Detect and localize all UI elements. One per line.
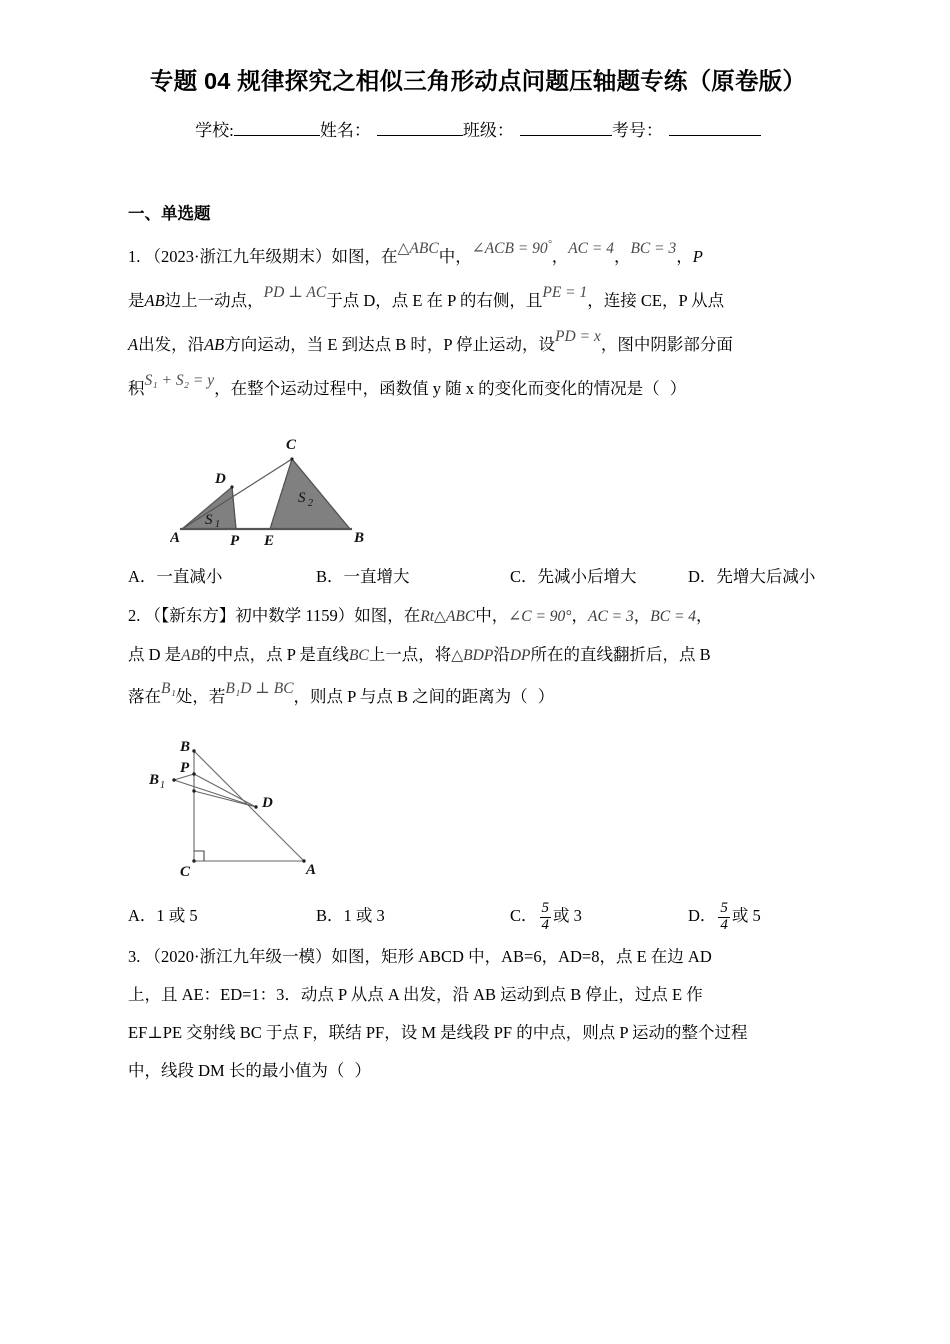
q1-text-3: ， xyxy=(613,247,631,267)
q1-text-4: ， xyxy=(676,247,693,267)
point-b1-dot xyxy=(172,778,175,781)
right-angle-mark-c xyxy=(194,851,204,861)
q1-point-a: A xyxy=(128,335,139,355)
exam-id-blank[interactable] xyxy=(669,135,761,136)
q1-text-5: 是 xyxy=(128,291,145,311)
figure-1-svg xyxy=(170,427,430,549)
option-2-d[interactable] xyxy=(688,894,761,938)
question-1-line3 xyxy=(128,323,828,367)
option-1-a-key: A． xyxy=(128,567,157,587)
option-2-d-denominator: 4 xyxy=(720,917,728,934)
question-2-number: 2. xyxy=(128,606,141,626)
q2-text-10: 落在 xyxy=(128,687,161,707)
question-3-line-4: 中，线段 DM 长的最小值为（ xyxy=(128,1061,345,1081)
option-2-d-value: 或 5 xyxy=(731,906,761,926)
question-1-line4 xyxy=(128,367,828,411)
q2-text-5: 点 D 是 xyxy=(128,645,182,665)
question-1 xyxy=(128,232,828,279)
question-3-line-1: （2020·浙江九年级一模）如图，矩形 ABCD 中，AB=6，AD=8，点 E 在边 AD xyxy=(144,947,712,967)
math-ac-3: AC = 3 xyxy=(587,608,634,626)
math-triangle-bdp: △BDP xyxy=(451,647,494,665)
option-2-c-numerator: 5 xyxy=(541,900,550,917)
option-1-c-value: 先减小后增大 xyxy=(537,567,637,587)
point-d-dot-2 xyxy=(254,805,257,808)
option-2-c-fraction xyxy=(540,901,552,934)
label-s1: S xyxy=(205,512,213,529)
option-2-b[interactable] xyxy=(316,894,510,938)
option-2-c[interactable] xyxy=(510,894,688,938)
name-blank[interactable] xyxy=(377,135,463,136)
question-2-options xyxy=(128,894,828,938)
math-angle-acb: ∠ACB = 90° xyxy=(471,239,552,258)
option-1-b[interactable] xyxy=(316,557,510,597)
q2-text-2: ， xyxy=(571,606,588,626)
class-label: 班级： xyxy=(462,121,514,140)
q1-text-10: 方向运动，当 E 到达点 B 时，P 停止运动，设 xyxy=(224,335,556,355)
segment-d-b1 xyxy=(174,780,256,807)
math-area-sum: S₁ + S₂ = y xyxy=(144,372,215,390)
option-2-d-numerator: 5 xyxy=(720,900,728,917)
option-1-d-key: D． xyxy=(688,567,717,587)
math-angle-c-90: ∠C = 90° xyxy=(508,608,572,626)
exam-id-label: 考号： xyxy=(611,121,663,140)
label-b-2: B xyxy=(180,739,191,756)
q2-text-9: 所在的直线翻折后，点 B xyxy=(530,645,711,665)
question-3-line-5: ） xyxy=(354,1061,371,1081)
q1-point-p: P xyxy=(692,247,703,267)
math-bc-3: BC = 3 xyxy=(630,240,677,258)
point-foot-dot xyxy=(192,789,195,792)
section-heading: 一、单选题 xyxy=(128,205,211,223)
q1-text-11: ，图中阴影部分面 xyxy=(600,335,733,355)
math-pe-1: PE = 1 xyxy=(542,284,588,302)
class-blank[interactable] xyxy=(520,135,612,136)
q2-text-6: 的中点，点 P 是直线 xyxy=(200,645,349,665)
question-1-source: （2023·浙江九年级期末）如图，在 xyxy=(144,247,398,267)
school-label: 学校: xyxy=(195,121,234,140)
point-d-dot xyxy=(230,486,233,489)
question-2-source: （【新东方】初中数学 1159）如图，在 xyxy=(144,606,421,626)
option-2-d-key: D． xyxy=(688,906,717,926)
label-s2-sub: 2 xyxy=(308,498,313,510)
option-1-d[interactable] xyxy=(688,557,815,597)
q2-text-8: 沿 xyxy=(493,645,510,665)
q2-text-1: 中， xyxy=(475,606,509,626)
identity-line xyxy=(128,118,828,144)
label-b: B xyxy=(354,530,365,547)
option-2-c-key: C． xyxy=(510,906,538,926)
q2-text-4: ， xyxy=(696,606,713,626)
question-3 xyxy=(128,938,828,976)
q2-text-13: ） xyxy=(537,687,555,707)
question-3-line-2: 上，且 AE：ED=1：3．动点 P 从点 A 出发，沿 AB 运动到点 B 停止，过点 E 作 xyxy=(128,985,703,1005)
option-2-a-key: A． xyxy=(128,906,157,926)
q1-text-8: ，连接 CE，P 从点 xyxy=(587,291,725,311)
option-2-c-value: 或 3 xyxy=(553,906,582,926)
math-bc-4: BC = 4 xyxy=(650,608,697,626)
q1-seg-ab: AB xyxy=(144,291,165,311)
q1-text-1: 中， xyxy=(438,247,472,267)
point-c-dot-2 xyxy=(192,859,195,862)
option-1-b-value: 一直增大 xyxy=(343,567,410,587)
math-b1: B₁ xyxy=(161,680,176,698)
figure-question-1 xyxy=(170,427,828,549)
math-b1d-perp-bc: B₁D ⊥ BC xyxy=(225,680,294,698)
page-title: 专题 04 规律探究之相似三角形动点问题压轴题专练（原卷版） xyxy=(149,68,807,94)
q1-text-2: ， xyxy=(551,247,569,267)
question-3-line4 xyxy=(128,1052,828,1090)
label-c: C xyxy=(286,437,297,454)
label-d: D xyxy=(215,471,226,488)
name-label: 姓名： xyxy=(319,121,371,140)
math-triangle-abc: △ABC xyxy=(397,240,439,258)
question-2 xyxy=(128,597,828,636)
label-s2: S xyxy=(298,490,306,507)
question-3-line2 xyxy=(128,976,828,1014)
point-c-dot xyxy=(290,458,293,461)
shaded-triangle-s2 xyxy=(270,459,350,529)
math-ac-4: AC = 4 xyxy=(568,240,614,258)
option-2-b-key: B． xyxy=(316,906,344,926)
q2-text-12: ，则点 P 与点 B 之间的距离为（ xyxy=(293,687,528,707)
math-dp: DP xyxy=(509,647,531,665)
label-a-2: A xyxy=(306,862,317,879)
q1-text-7: 于点 D，点 E 在 P 的右侧，且 xyxy=(326,291,543,311)
option-2-c-denominator: 4 xyxy=(541,917,550,934)
q1-text-14: ） xyxy=(669,379,687,399)
label-d-2: D xyxy=(262,795,273,812)
label-b1: B xyxy=(149,772,160,789)
option-2-d-fraction xyxy=(718,901,730,934)
option-1-b-key: B． xyxy=(316,567,344,587)
math-ab: AB xyxy=(181,647,201,665)
option-2-b-value: 1 或 3 xyxy=(343,906,385,926)
q1-seg-ab-2: AB xyxy=(204,335,225,355)
label-p-2: P xyxy=(180,760,190,777)
math-rt-triangle-abc: Rt△ABC xyxy=(420,608,476,626)
q1-text-6: 边上一动点， xyxy=(164,291,264,311)
option-1-a-value: 一直减小 xyxy=(156,567,223,587)
point-b-dot xyxy=(192,749,195,752)
q2-text-7: 上一点，将 xyxy=(368,645,452,665)
label-s1-sub: 1 xyxy=(215,519,220,531)
segment-d-foot xyxy=(194,791,256,807)
q1-text-9: 出发，沿 xyxy=(138,335,205,355)
school-blank[interactable] xyxy=(234,135,320,136)
q1-text-13: ，在整个运动过程中，函数值 y 随 x 的变化而变化的情况是（ xyxy=(214,379,660,399)
option-2-a-value: 1 或 5 xyxy=(156,906,198,926)
label-p: P xyxy=(230,533,240,550)
option-1-c[interactable] xyxy=(510,557,688,597)
question-1-line2 xyxy=(128,279,828,323)
option-1-a[interactable] xyxy=(128,557,316,597)
page-content xyxy=(128,58,828,1090)
math-pd-perp-ac: PD ⊥ AC xyxy=(263,284,327,302)
q2-text-11: 处，若 xyxy=(175,687,226,707)
question-1-number: 1. xyxy=(128,247,141,267)
segment-dp xyxy=(194,774,256,807)
question-3-number: 3. xyxy=(128,947,141,967)
q2-text-3: ， xyxy=(633,606,651,626)
label-b1-sub: 1 xyxy=(160,780,165,792)
segment-ba xyxy=(194,751,304,861)
label-e: E xyxy=(264,533,275,550)
q1-text-12: 积 xyxy=(128,379,145,399)
figure-2-svg xyxy=(132,739,382,884)
question-3-line3 xyxy=(128,1014,828,1052)
point-p-dot xyxy=(192,772,195,775)
option-2-a[interactable] xyxy=(128,894,316,938)
math-bc-line: BC xyxy=(348,647,369,665)
question-3-line-3: EF⊥PE 交射线 BC 于点 F，联结 PF，设 M 是线段 PF 的中点，则点 P 运动的整个过程 xyxy=(128,1023,748,1043)
label-c-2: C xyxy=(180,864,191,881)
option-1-c-key: C． xyxy=(510,567,538,587)
math-pd-x: PD = x xyxy=(555,328,601,346)
figure-question-2 xyxy=(132,739,828,884)
question-2-line2 xyxy=(128,636,828,675)
option-1-d-value: 先增大后减小 xyxy=(716,567,816,587)
label-a: A xyxy=(170,530,181,547)
question-2-line3 xyxy=(128,675,828,719)
question-1-options xyxy=(128,557,828,597)
